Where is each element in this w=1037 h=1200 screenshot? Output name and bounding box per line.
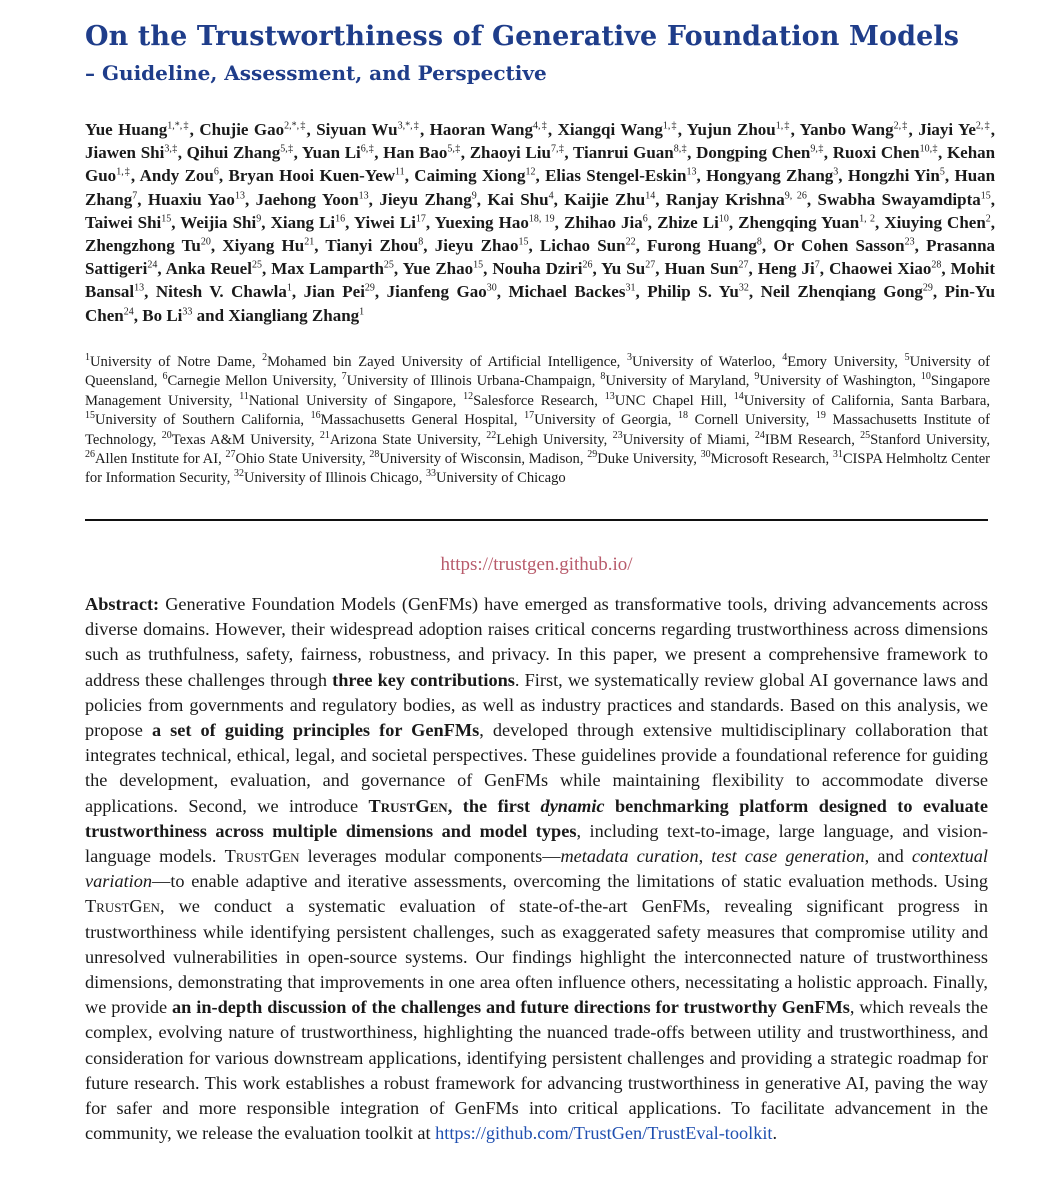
author-name: Swabha Swayamdipta — [817, 189, 981, 209]
affiliation-name: CISPA Helmholtz Center for Information Security — [85, 451, 991, 487]
author-name: Elias Stengel-Eskin — [545, 166, 687, 186]
affiliation-name: University of Waterloo — [631, 354, 772, 370]
affiliation-number: 33 — [426, 468, 437, 480]
affiliation-name: University of Illinois Urbana-Champaign — [346, 373, 592, 390]
abstract-bold: an in-depth discussion of the challenges and future directions for trustworthy GenFMs — [172, 997, 850, 1018]
author-affiliation-marker: 24 — [147, 259, 158, 271]
abstract-italic: contextual variation — [85, 846, 988, 892]
affiliation-number: 11 — [239, 390, 249, 402]
affiliation-name: Lehigh University — [496, 431, 604, 448]
affiliation-number: 30 — [700, 449, 711, 461]
author-name: Zhihao Jia — [563, 212, 643, 232]
author-affiliation-marker: 1,*,‡ — [167, 120, 190, 132]
affiliation-number: 18 — [678, 410, 689, 422]
author-affiliation-marker: 4 — [548, 189, 554, 201]
affiliation-number: 24 — [754, 429, 765, 441]
affiliation-number: 5 — [904, 352, 910, 364]
author-affiliation-marker: 4,‡ — [533, 120, 548, 132]
trustgen-name: TrustGen — [224, 846, 300, 867]
author-name: Jaehong Yoon — [255, 189, 359, 209]
affiliation-name: Singapore Management University — [85, 373, 991, 409]
author-name: Neil Zhenqiang Gong — [760, 282, 923, 302]
author-affiliation-marker: 2,*,‡ — [284, 120, 307, 132]
author-name: Xiyang Hu — [222, 236, 305, 256]
author-affiliation-marker: 9 — [256, 213, 262, 225]
affiliation-number: 31 — [832, 449, 843, 461]
author-name: Max Lamparth — [271, 259, 384, 279]
author-name: Kai Shu — [487, 189, 549, 209]
abstract-text: —to enable adaptive and iterative assessments, overcoming the limitations of static evaluation methods. Using — [152, 871, 988, 892]
project-url-line — [0, 554, 1037, 576]
author-affiliation-marker: 24 — [123, 305, 134, 317]
author-name: Xiangliang Zhang — [228, 305, 360, 325]
affiliation-number: 15 — [85, 410, 95, 422]
author-affiliation-marker: 5 — [939, 166, 945, 178]
affiliation-name: Massachusetts General Hospital — [320, 412, 514, 429]
author-affiliation-marker: 1, 2 — [859, 213, 875, 225]
author-name: Kehan Guo — [85, 143, 996, 186]
affiliation-number: 26 — [85, 449, 95, 461]
abstract-bold-text: benchmarking platform designed to evaluate trustworthiness across multiple dimensions and model types — [85, 795, 988, 841]
author-affiliation-marker: 15 — [473, 259, 484, 271]
affiliation-name: National University of Singapore — [248, 392, 453, 409]
affiliation-number: 8 — [600, 371, 606, 383]
affiliation-name: Massachusetts Institute of Technology — [85, 412, 990, 448]
author-affiliation-marker: 18, 19 — [528, 213, 555, 225]
affiliation-number: 4 — [782, 352, 788, 364]
affiliation-number: 19 — [815, 410, 826, 422]
affiliation-name: Carnegie Mellon University — [167, 373, 333, 390]
affiliation-name: Ohio State University — [235, 451, 362, 468]
author-name: Haoran Wang — [429, 120, 534, 139]
author-name: Hongzhi Yin — [847, 166, 940, 186]
author-affiliation-marker: 27 — [645, 259, 656, 271]
author-name: Pin-Yu Chen — [85, 282, 996, 325]
author-name: Han Bao — [383, 143, 448, 163]
affiliation-number: 22 — [486, 429, 497, 441]
author-name: Jieyu Zhang — [379, 189, 472, 209]
affiliation-number: 3 — [626, 352, 632, 364]
author-affiliation-marker: 6 — [213, 166, 219, 178]
affiliation-number: 14 — [733, 390, 744, 402]
abstract-label: Abstract: — [85, 594, 160, 614]
affiliation-name: Microsoft Research — [710, 451, 826, 468]
author-name: Xiangqi Wang — [557, 120, 663, 139]
author-affiliation-marker: 31 — [625, 282, 636, 294]
author-name: Mohit Bansal — [85, 259, 996, 302]
affiliation-number: 23 — [612, 429, 623, 441]
author-affiliation-marker: 7 — [132, 189, 138, 201]
author-affiliation-marker: 2,‡ — [893, 120, 909, 132]
author-name: Zhengqing Yuan — [738, 212, 860, 232]
author-affiliation-marker: 30 — [486, 282, 497, 294]
author-name: Tianyi Zhou — [325, 236, 419, 256]
affiliation-number: 25 — [860, 429, 871, 441]
affiliation-number: 6 — [162, 371, 168, 383]
affiliation-number: 28 — [369, 449, 380, 461]
affiliation-name: University of California, Santa Barbara — [743, 392, 987, 409]
affiliation-number: 9 — [754, 371, 760, 383]
author-affiliation-marker: 25 — [383, 259, 394, 271]
author-name: Or Cohen Sasson — [773, 236, 905, 256]
affiliation-name: Salesforce Research — [473, 392, 595, 409]
affiliation-name: University of Notre Dame — [90, 354, 252, 370]
project-url-link[interactable]: https://trustgen.github.io/ — [440, 554, 633, 575]
abstract-text: , which reveals the complex, evolving nature of trustworthiness, highlighting the nuanced trade-offs between utility and trustworthiness, and consideration for various downstream applications, identifying persistent challenges and providing a strategic roadmap for future research. This work establishes a robust framework for advancing trustworthiness in generative AI, paving the way for safer and more responsible integration of GenFMs into critical applications. To facilitate advancement in the community, we release the evaluation toolkit at — [85, 997, 988, 1144]
author-affiliation-marker: 1 — [359, 305, 365, 317]
author-affiliation-marker: 15 — [980, 189, 991, 201]
author-affiliation-marker: 1 — [286, 282, 292, 294]
author-name: Hongyang Zhang — [706, 166, 834, 186]
author-name: Zhaoyi Liu — [469, 143, 551, 163]
author-affiliation-marker: 26 — [582, 259, 593, 271]
affiliation-number: 20 — [161, 429, 172, 441]
author-name: Prasanna Sattigeri — [85, 236, 996, 279]
author-name: Chujie Gao — [199, 120, 285, 139]
author-affiliation-marker: 7,‡ — [550, 143, 565, 155]
author-affiliation-marker: 15 — [518, 236, 529, 248]
affiliation-name: Duke University — [597, 451, 694, 468]
affiliation-number: 1 — [85, 352, 90, 364]
author-name: Bo Li — [142, 305, 183, 325]
author-affiliation-marker: 2,‡ — [975, 120, 991, 132]
abstract-text: Generative Foundation Models (GenFMs) have emerged as transformative tools, driving advancements across diverse domains. However, their widespread adoption raises critical concerns regarding trustworthiness across dimensions such as truthfulness, safety, fairness, robustness, and privacy. In this paper, we present a comprehensive framework to address these challenges through — [85, 594, 988, 690]
abstract-text: , and — [864, 846, 912, 867]
abstract-text: . First, we systematically review global AI governance laws and policies from governments and regulatory bodies, as well as industry practices and standards. Based on this analysis, we propose — [85, 669, 988, 741]
author-name: Bryan Hooi Kuen-Yew — [228, 166, 396, 186]
affiliation-number: 2 — [262, 352, 268, 364]
author-affiliation-marker: 8 — [418, 236, 424, 248]
author-affiliation-marker: 13 — [134, 282, 145, 294]
author-name: Kaijie Zhu — [564, 189, 646, 209]
author-name: Yuan Li — [301, 143, 361, 163]
abstract-bold: three key contributions — [332, 669, 515, 690]
affiliation-name: University of Washington — [759, 373, 913, 390]
affiliation-number: 17 — [524, 410, 535, 422]
author-name: Nitesh V. Chawla — [155, 282, 287, 302]
author-affiliation-marker: 10,‡ — [919, 143, 938, 155]
affiliation-name: Emory University — [787, 354, 895, 370]
author-affiliation-marker: 29 — [364, 282, 375, 294]
toolkit-link[interactable]: https://github.com/TrustGen/TrustEval-toolkit — [435, 1123, 773, 1144]
affiliation-number: 13 — [604, 390, 615, 402]
author-name: Philip S. Yu — [647, 282, 739, 302]
abstract-italic: test case generation — [711, 846, 865, 867]
author-name: Caiming Xiong — [414, 166, 526, 186]
author-name: Anka Reuel — [165, 259, 252, 279]
author-affiliation-marker: 1,‡ — [116, 166, 131, 178]
affiliation-name: University of Chicago — [436, 470, 566, 487]
author-affiliation-marker: 32 — [738, 282, 749, 294]
affiliation-number: 32 — [234, 468, 245, 480]
author-name: Yue Huang — [85, 120, 168, 139]
author-name: Xiuying Chen — [884, 212, 986, 232]
author-affiliation-marker: 29 — [922, 282, 933, 294]
author-name: Weijia Shi — [180, 212, 257, 232]
author-affiliation-marker: 15 — [161, 213, 172, 225]
author-name: Yue Zhao — [402, 259, 474, 279]
author-affiliation-marker: 28 — [931, 259, 942, 271]
trustgen-name: TrustGen — [368, 795, 448, 816]
affiliation-number: 21 — [319, 429, 330, 441]
affiliation-number: 27 — [225, 449, 236, 461]
horizontal-divider — [85, 519, 988, 521]
affiliation-name: University of Queensland — [85, 354, 991, 390]
abstract-text: leverages modular components— — [299, 846, 561, 867]
author-name: Andy Zou — [139, 166, 214, 186]
author-name: Huan Sun — [664, 259, 739, 279]
author-affiliation-marker: 8,‡ — [673, 143, 688, 155]
abstract-text: . — [772, 1123, 778, 1144]
author-affiliation-marker: 9 — [471, 189, 477, 201]
author-name: Huan Zhang — [85, 166, 996, 209]
author-name: Tianrui Guan — [572, 143, 674, 163]
author-affiliation-marker: 6,‡ — [360, 143, 375, 155]
abstract-bold-text: , the first — [447, 795, 541, 816]
affiliation-number: 12 — [463, 390, 474, 402]
author-name: Heng Ji — [757, 259, 815, 279]
author-name: Jiayi Ye — [918, 120, 976, 139]
author-affiliation-marker: 7 — [814, 259, 820, 271]
author-affiliation-marker: 13 — [686, 166, 697, 178]
author-affiliation-marker: 1,‡ — [775, 120, 791, 132]
author-affiliation-marker: 17 — [415, 213, 426, 225]
author-affiliation-marker: 25 — [251, 259, 262, 271]
author-affiliation-marker: 3 — [833, 166, 839, 178]
affiliation-name: Cornell University — [688, 412, 806, 429]
affiliation-name: IBM Research — [764, 431, 852, 448]
author-affiliation-marker: 5,‡ — [447, 143, 461, 155]
author-affiliation-marker: 14 — [645, 189, 656, 201]
abstract-bold-italic: dynamic — [540, 795, 605, 816]
author-name: Zhengzhong Tu — [85, 236, 201, 256]
author-name: Huaxiu Yao — [147, 189, 235, 209]
author-name: Dongping Chen — [696, 143, 811, 163]
author-name: Yanbo Wang — [799, 120, 894, 139]
affiliation-number: 7 — [341, 371, 347, 383]
abstract-italic: metadata curation — [560, 846, 699, 867]
affiliation-name: Arizona State University — [329, 431, 478, 448]
author-affiliation-marker: 2 — [985, 213, 991, 225]
paper-title: On the Trustworthiness of Generative Foundation Models — [85, 21, 960, 52]
author-name: Ruoxi Chen — [832, 143, 920, 163]
author-name: Nouha Dziri — [492, 259, 583, 279]
author-affiliation-marker: 6 — [642, 213, 648, 225]
author-name: Yiwei Li — [353, 212, 416, 232]
author-affiliation-marker: 20 — [200, 236, 211, 248]
author-affiliation-marker: 12 — [525, 166, 536, 178]
author-name: Michael Backes — [508, 282, 626, 302]
author-affiliation-marker: 1,‡ — [662, 120, 678, 132]
author-name: Yujun Zhou — [686, 120, 776, 139]
affiliation-name: University of Miami — [622, 431, 746, 448]
paper-subtitle: – Guideline, Assessment, and Perspective — [85, 61, 547, 85]
author-name: Furong Huang — [647, 236, 757, 256]
author-name: Zhize Li — [657, 212, 719, 232]
author-name: Jian Pei — [303, 282, 365, 302]
author-affiliation-marker: 22 — [625, 236, 636, 248]
author-name: Yu Su — [601, 259, 646, 279]
abstract-text: , we conduct a systematic evaluation of state-of-the-art GenFMs, revealing significant progress in trustworthiness while identifying persistent challenges, such as exaggerated safety measures that compromise utility and unresolved vulnerabilities in open-source systems. Our findings highlight the interconnected nature of trustworthiness dimensions, demonstrating that improvements in one area often influence others, necessitating a holistic approach. Finally, we provide — [85, 896, 988, 1018]
author-name: Xiang Li — [270, 212, 336, 232]
author-affiliation-marker: 8 — [756, 236, 762, 248]
affiliation-name: University of Southern California — [95, 412, 301, 429]
author-affiliation-marker: 9, 26 — [784, 189, 807, 201]
author-name: Qihui Zhang — [186, 143, 281, 163]
affiliation-name: Mohamed bin Zayed University of Artificial Intelligence — [267, 354, 617, 370]
affiliation-list: $^1$University of Notre Dame, $^2$Mohamed bin Zayed University of Artificial Intelligence, $^3$University of Waterloo, $^4$Emory University, $^5$University of Queensland, $^6$Carnegie Mellon University, $^7$University of Illinois Urbana-Champaign, $^8$University of Maryland, $^9$University of Washington, $^{10}$Singapore Management University, $^{11}$National University of Singapore, $^{12}$Salesforce Research, $^{13}$UNC Chapel Hill, $^{14}$University of California, Santa Barbara, $^{15}$University of Southern California, $^{16}$Massachusetts General Hospital, $^{17}$University of Georgia, $^{18}$ Cornell University, $^{19}$ Massachusetts Institute of Technology, $^{20}$Texas A&M University, $^{21}$Arizona State University, $^{22}$Lehigh University, $^{23}$University of Miami, $^{24}$IBM Research, $^{25}$Stanford University, $^{26}$Allen Institute for AI, $^{27}$Ohio State University, $^{28}$University of Wisconsin, Madison, $^{29}$Duke University, $^{30}$Microsoft Research, $^{31}$CISPA Helmholtz Center for Information Security, $^{32}$University of Illinois Chicago, $^{33}$University of Chicago — [85, 352, 991, 487]
author-affiliation-marker: 16 — [335, 213, 346, 225]
affiliation-number: 16 — [310, 410, 321, 422]
author-name: Chaowei Xiao — [829, 259, 932, 279]
abstract — [85, 592, 988, 1146]
affiliation-name: UNC Chapel Hill — [614, 392, 724, 409]
abstract-text: , including text-to-image, large language, and vision-language models. — [85, 820, 988, 867]
affiliation-name: Allen Institute for AI — [95, 451, 219, 468]
author-affiliation-marker: 27 — [738, 259, 749, 271]
author-affiliation-marker: 21 — [304, 236, 315, 248]
author-affiliation-marker: 11 — [395, 166, 405, 178]
author-name: Taiwei Shi — [85, 212, 162, 232]
author-affiliation-marker: 33 — [182, 305, 193, 317]
author-affiliation-marker: 5,‡ — [280, 143, 294, 155]
affiliation-name: University of Maryland — [605, 373, 746, 390]
author-name: Jieyu Zhao — [434, 236, 519, 256]
author-list: Yue Huang$^{1,*,\ddagger}$, Chujie Gao$^{2,*,\ddagger}$, Siyuan $Wu^{3,*,\ddagger}$, Haoran Wang$^{4,\ddagger}$, Xiangqi Wang$^{1,\ddagger}$, Yujun Zhou$^{1,\ddagger}$, Yanbo Wang$^{2,\ddagger}$, Jiayi $Ye^{2,\ddagger}$, Jiawen Shi$^{3,\ddagger}$, Qihui Zhang$^{5,\ddagger}$, Yuan $Li^{6,\ddagger}$, Han Bao$^{5,\ddagger}$, Zhaoyi Liu$^{7,\ddagger}$, Tianrui Guan$^{8,\ddagger}$, Dongping Chen$^{9,\ddagger}$, Ruoxi Chen$^{10,\ddagger}$, Kehan Guo$^{1,\ddagger}$, Andy Zou$^6$, Bryan Hooi Kuen-Yew$^{11}$, Caiming Xiong$^{12}$, Elias Stengel-Eskin$^{13}$, Hongyang Zhang$^3$, Hongzhi Yin$^5$, Huan Zhang$^7$, Huaxiu Yao$^{13}$, Jaehong Yoon$^{13}$, Jieyu Zhang$^9$, Kai Shu$^4$, Kaijie Zhu$^{14}$, Ranjay Krishna$^{9, 26}$, Swabha Swayamdipta$^{15}$, Taiwei Shi$^{15}$, Weijia Shi$^9$, Xiang Li$^{16}$, Yiwei Li$^{17}$, Yuexing Hao$^{18, 19}$, Zhihao Jia$^6$, Zhize Li$^{10}$, Zhengqing Yuan$^{1, 2}$, Xiuying Chen$^2$, Zhengzhong Tu$^{20}$, Xiyang Hu$^{21}$, Tianyi Zhou$^8$, Jieyu Zhao$^{15}$, Lichao Sun$^{22}$, Furong Huang$^8$, Or Cohen Sasson$^{23}$, Prasanna Sattigeri$^{24}$, Anka Reuel$^{25}$, Max Lamparth$^{25}$, Yue Zhao$^{15}$, Nouha Dziri$^{26}$, Yu Su$^{27}$, Huan Sun$^{27}$, Heng Ji$^7$, Chaowei Xiao$^{28}$, Mohit Bansal$^{13}$, Nitesh V. Chawla$^1$, Jian Pei$^{29}$, Jianfeng Gao$^{30}$, Michael Backes$^{31}$, Philip S. Yu$^{32}$, Neil Zhenqiang Gong$^{29}$, Pin-Yu Chen$^{24}$, Bo Li$^{33}$ and Xiangliang Zhang$^1$ — [85, 120, 996, 325]
author-name: Jiawen Shi — [85, 143, 165, 163]
trustgen-name: TrustGen — [85, 896, 160, 917]
affiliation-name: University of Illinois Chicago — [244, 470, 419, 487]
affiliation-name: University of Wisconsin, Madison — [379, 451, 580, 468]
affiliation-name: University of Georgia — [534, 412, 668, 429]
author-affiliation-marker: 3,*,‡ — [397, 120, 420, 132]
affiliation-number: 29 — [587, 449, 598, 461]
author-name: Ranjay Krishna — [665, 189, 785, 209]
author-name: Yuexing Hao — [434, 212, 529, 232]
abstract-text: , — [698, 846, 712, 867]
affiliation-name: Stanford University — [870, 431, 987, 448]
author-affiliation-marker: 10 — [718, 213, 729, 225]
author-affiliation-marker: 3,‡ — [164, 143, 178, 155]
affiliation-number: 10 — [920, 371, 931, 383]
author-name: Jianfeng Gao — [386, 282, 487, 302]
author-affiliation-marker: 9,‡ — [810, 143, 824, 155]
author-affiliation-marker: 13 — [234, 189, 245, 201]
author-name: Lichao Sun — [539, 236, 626, 256]
abstract-text: , developed through extensive multidisciplinary collaboration that integrates technical, ethical, legal, and societal perspectives. These guidelines provide a foundational reference for guiding the development, evaluation, and governance of GenFMs while maintaining flexibility to accommodate diverse applications. Second, we introduce — [85, 720, 989, 816]
affiliation-name: Texas A&M University — [171, 431, 311, 448]
author-affiliation-marker: 13 — [358, 189, 369, 201]
abstract-bold: a set of guiding principles for GenFMs — [151, 720, 480, 741]
author-affiliation-marker: 23 — [904, 236, 915, 248]
author-name: Siyuan Wu — [316, 120, 398, 139]
